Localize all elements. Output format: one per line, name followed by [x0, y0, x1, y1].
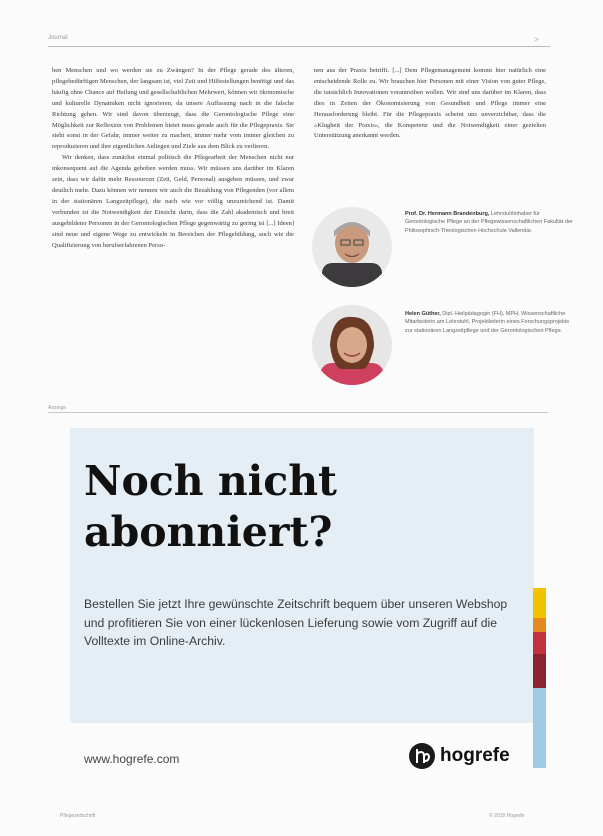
author-photo-guether — [312, 305, 392, 385]
author-name-1: Prof. Dr. Hermann Brandenburg, — [405, 211, 490, 217]
header-rule — [48, 46, 550, 47]
col1-paragraph-2: Wir denken, dass zunächst einmal politisch die Pflegearbeit der Menschen nicht nur inkonsequent auf die Agenda gehoben werden muss. Wir müssen uns darüber im Klaren sein, dass wir dafür mehr Ressourcen (Zeit, Geld, Personal) ausgeben müssen, und zwar deutlich mehr. Dazu können wir nennen wir auch die Bezahlung von Pflegenden (vor allem in der stationären Langzeitpflege), die nach wie vor völlig unzureichend ist. Damit verbunden ist die Notwendigkeit der Einsicht darin, dass die Zahl akademisch und breit ausgebildeter Personen in der Gerontologischen Pflege gegenwärtig zu gering ist [...] Ideen] sind neue und eigene Wege zu entwickeln in Bereichen der Pflegebildung, auch wie die Qualifizierung von berufserfahrenen Perso- — [52, 154, 294, 249]
article-column-2 — [314, 66, 546, 142]
ad-body: Bestellen Sie jetzt Ihre gewünschte Zeitschrift bequem über unseren Webshop und profitieren Sie von einer lückenlosen Lieferung sowie vom Zugriff auf die Volltexte im Online-Archiv. — [84, 597, 508, 649]
footer-left: Pflegezeitschrift — [60, 813, 96, 819]
hogrefe-logo-icon — [409, 743, 435, 769]
color-stripe-blue — [533, 688, 546, 768]
color-stripe-darkred — [533, 654, 546, 688]
ad-headline-line-1: Noch nicht — [84, 457, 337, 505]
author-desc-1: Lehrstuhlinhaber für Gerontologische Pflege an der Pflegewissenschaftlichen Fakultät der Philosophisch-Theologischen Hochschule Vallendar. — [405, 211, 573, 234]
ad-url-link[interactable]: www.hogrefe.com — [84, 752, 180, 766]
color-stripe-orange — [533, 618, 546, 632]
ad-headline-line-2: abonniert? — [84, 508, 333, 556]
ad-label: Anzeige — [48, 405, 67, 411]
ad-headline — [84, 456, 337, 558]
article-column-1 — [52, 66, 294, 251]
ad-rule — [48, 412, 548, 413]
next-arrow-icon: > — [534, 35, 539, 44]
col1-paragraph-1: ben Menschen und wo werden sie zu Zwängen? In der Pflege gerade des älteren, pflegebedürftigen Menschen, der langsam ist, viel Zeit und Hilfestellungen benötigt und das häufig ohne Chance auf Heilung und gesellschaftlichen Mehrwert, können wir ökonomische und kulturelle Dynamiken nicht ignorieren, da unsere Auffassung nach in die falsche Richtung gehen. Wir sind davon überzeugt, dass die Gerontologische Pflege eine Möglichkeit zur Reflexion von Problemen bietet muss gerade auch für die Pflegepraxis. Sie steht sonst in der Gefahr, immer weiter zu machen, immer mehr vom immer gleichen zu reproduzieren und ihre eigentlichen Anliegen und Ziele aus dem Blick zu verlieren. — [52, 67, 294, 151]
author-bio-2 — [405, 310, 575, 335]
section-label: Journal — [48, 35, 68, 41]
author-bio-1 — [405, 210, 575, 235]
author-photo-brandenburg — [312, 207, 392, 287]
author-desc-2: Dipl.-Heilpädagogin (FH), MPH, Wissenschaftliche Mitarbeiterin am Lehrstuhl, Projektleiterin eines Forschungsprojekts zur stationären Langzeitpflege und der Gerontologischen Pflege. — [405, 311, 570, 334]
col2-paragraph-1: nen aus der Praxis betrifft. [...] Dem Pflegemanagement kommt hier natürlich eine entscheidende Rolle zu. Wir brauchen hier Personen mit einer Vision von guter Pflege, die tatsächlich Innovationen vorantreiben wollen. Wir sind uns darüber im Klaren, dass dies in Zeiten der Ökonomisierung von Gesundheit und Pflege immer eine Herausforderung bleibt. Für die Pflegepraxis scheint uns unverzichtbar, dass die »Klugheit der Praxis«, die Kompetenz und die Notwendigkeit einer gezielten Unterstützung anerkannt werden. — [314, 67, 546, 140]
color-stripe-red — [533, 632, 546, 654]
author-name-2: Helen Güther, — [405, 311, 441, 317]
footer-right: © 2018 Hogrefe — [489, 813, 525, 819]
hogrefe-logo-text: hogrefe — [440, 745, 510, 766]
color-stripe-yellow — [533, 588, 546, 618]
